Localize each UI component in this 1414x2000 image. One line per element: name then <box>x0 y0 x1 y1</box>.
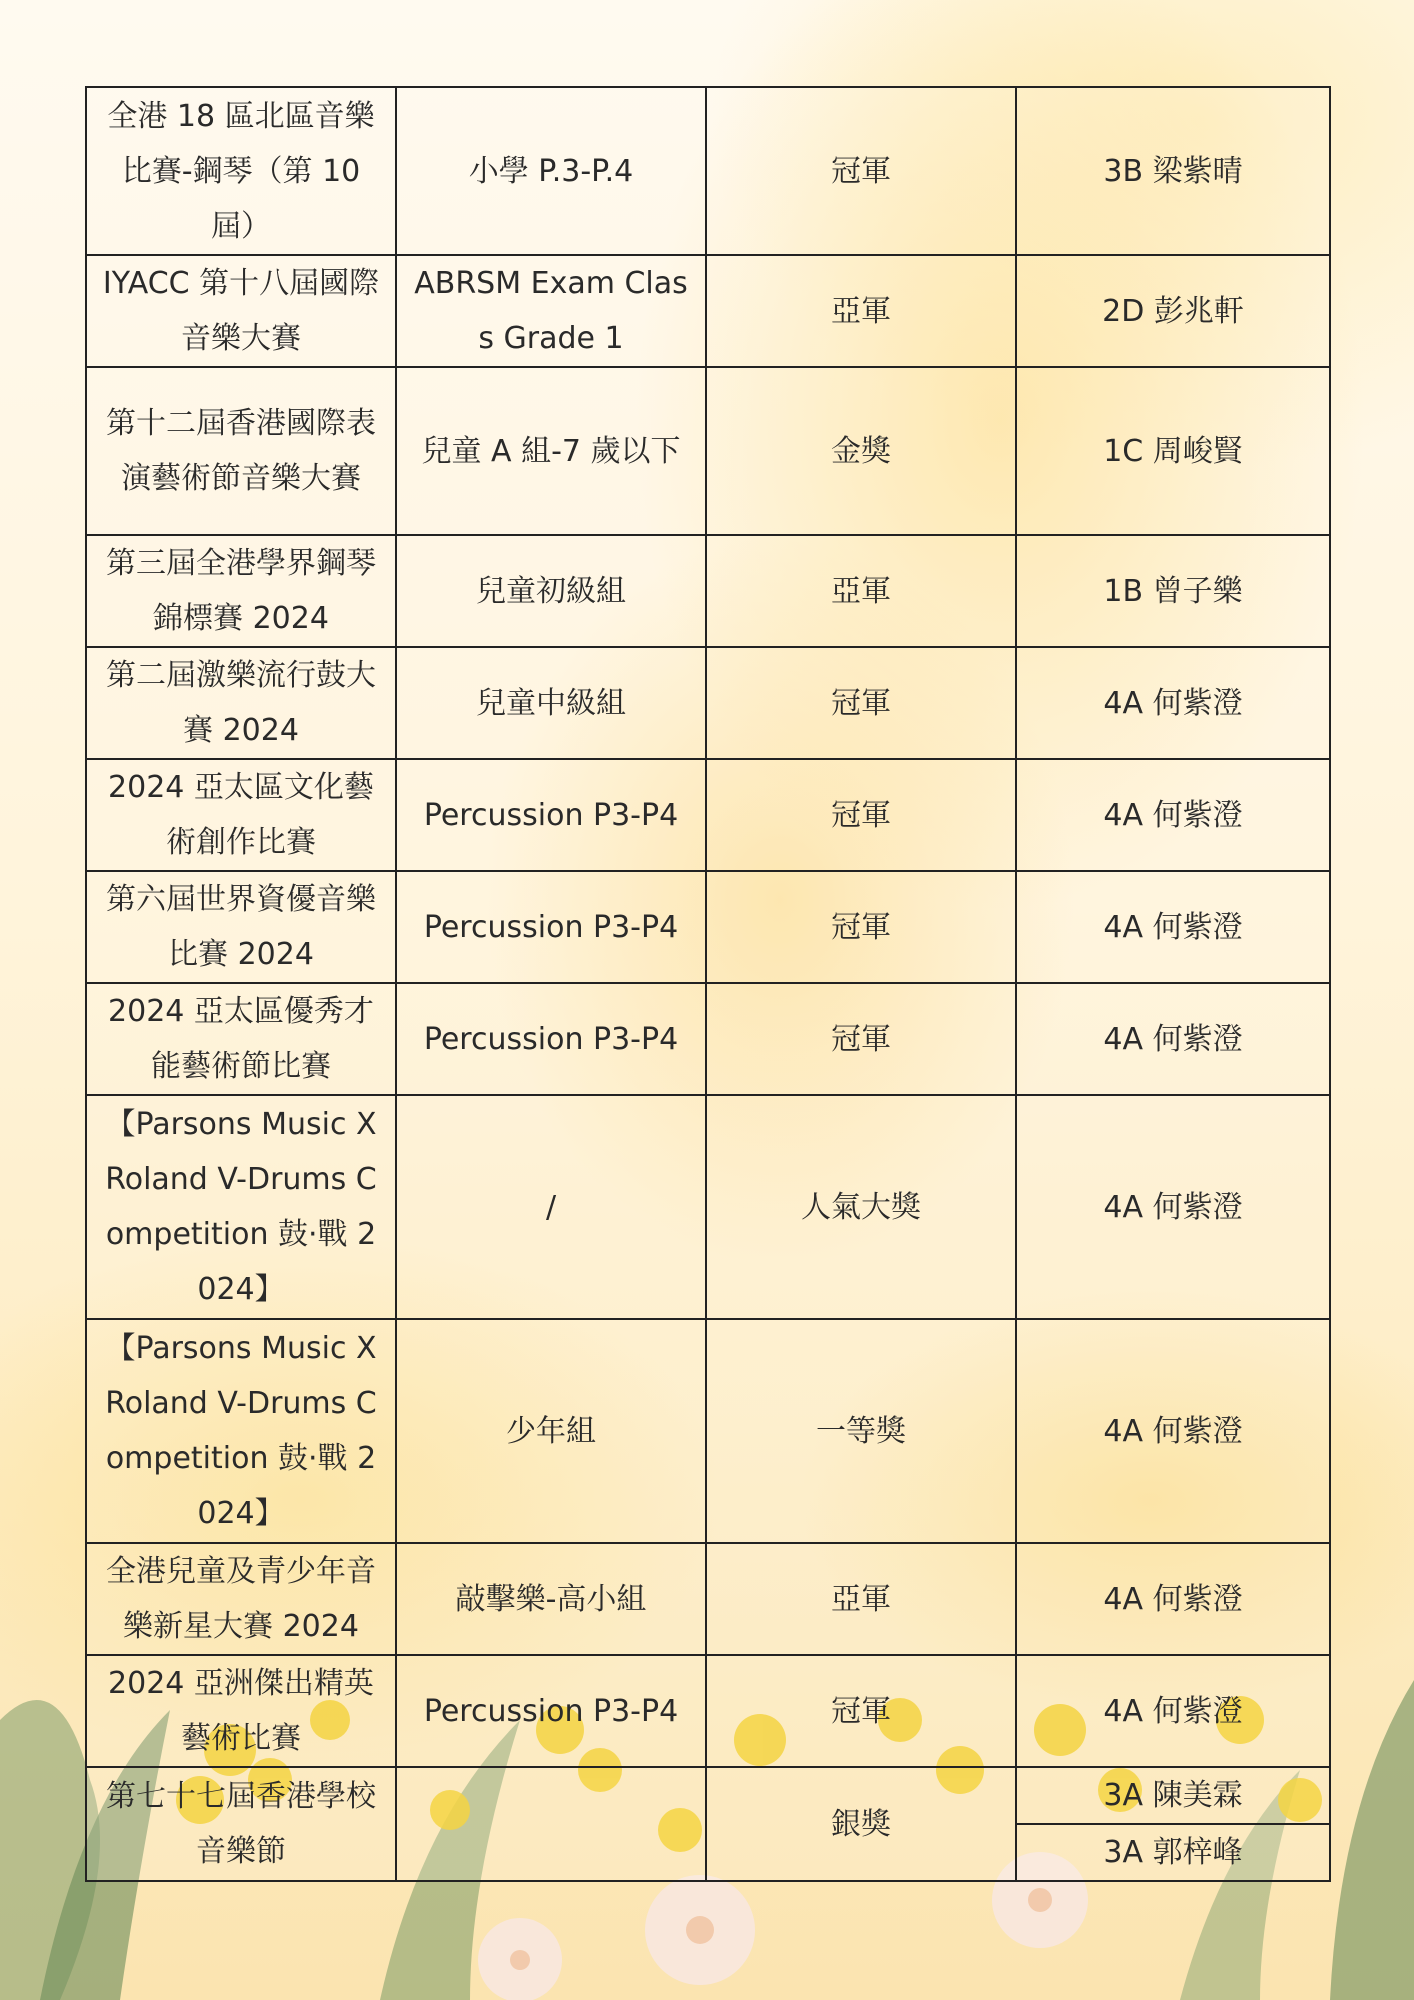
category-cell: 兒童初級組 <box>396 535 706 647</box>
competition-cell: 【Parsons Music X Roland V-Drums Competition 鼓·戰 2024】 <box>86 1095 396 1319</box>
student-cell: 4A 何紫澄 <box>1016 1319 1330 1543</box>
competition-cell: 第六屆世界資優音樂比賽 2024 <box>86 871 396 983</box>
award-cell: 冠軍 <box>706 647 1016 759</box>
table-row <box>86 255 1330 367</box>
category-cell: Percussion P3-P4 <box>396 983 706 1095</box>
table-row <box>86 1543 1330 1655</box>
category-cell: 小學 P.3-P.4 <box>396 87 706 255</box>
competition-cell: 第三屆全港學界鋼琴錦標賽 2024 <box>86 535 396 647</box>
category-cell: Percussion P3-P4 <box>396 1655 706 1767</box>
category-cell: / <box>396 1095 706 1319</box>
table-row <box>86 759 1330 871</box>
award-cell: 冠軍 <box>706 759 1016 871</box>
table-row <box>86 1319 1330 1543</box>
award-cell: 冠軍 <box>706 871 1016 983</box>
table-row <box>86 871 1330 983</box>
category-cell: Percussion P3-P4 <box>396 759 706 871</box>
table-row <box>86 535 1330 647</box>
competition-cell: 全港兒童及青少年音樂新星大賽 2024 <box>86 1543 396 1655</box>
student-cell: 3B 梁紫晴 <box>1016 87 1330 255</box>
student-cell: 4A 何紫澄 <box>1016 983 1330 1095</box>
award-cell: 亞軍 <box>706 535 1016 647</box>
competition-cell: 2024 亞洲傑出精英藝術比賽 <box>86 1655 396 1767</box>
student-cell: 4A 何紫澄 <box>1016 759 1330 871</box>
competition-cell: 第十二屆香港國際表演藝術節音樂大賽 <box>86 367 396 535</box>
competition-cell: 第七十七屆香港學校音樂節 <box>86 1767 396 1881</box>
award-cell: 冠軍 <box>706 983 1016 1095</box>
category-cell: 兒童中級組 <box>396 647 706 759</box>
table-row <box>86 1095 1330 1319</box>
competition-cell: IYACC 第十八屆國際音樂大賽 <box>86 255 396 367</box>
award-cell: 一等獎 <box>706 1319 1016 1543</box>
award-cell: 人氣大獎 <box>706 1095 1016 1319</box>
table-row <box>86 1655 1330 1767</box>
student-cell: 4A 何紫澄 <box>1016 1543 1330 1655</box>
category-cell: ABRSM Exam Class Grade 1 <box>396 255 706 367</box>
student-cell: 4A 何紫澄 <box>1016 1095 1330 1319</box>
student-cell: 3A 陳美霖 <box>1016 1767 1330 1824</box>
competition-cell: 第二屆激樂流行鼓大賽 2024 <box>86 647 396 759</box>
student-cell: 3A 郭梓峰 <box>1016 1824 1330 1881</box>
competition-cell: 2024 亞太區文化藝術創作比賽 <box>86 759 396 871</box>
category-cell: 少年組 <box>396 1319 706 1543</box>
student-cell: 4A 何紫澄 <box>1016 1655 1330 1767</box>
student-cell: 1C 周峻賢 <box>1016 367 1330 535</box>
table-row <box>86 647 1330 759</box>
award-cell: 亞軍 <box>706 255 1016 367</box>
competition-cell: 【Parsons Music X Roland V-Drums Competition 鼓·戰 2024】 <box>86 1319 396 1543</box>
table-row <box>86 367 1330 535</box>
award-cell: 金獎 <box>706 367 1016 535</box>
table-row <box>86 87 1330 255</box>
competition-cell: 全港 18 區北區音樂比賽-鋼琴（第 10 屆） <box>86 87 396 255</box>
table-row <box>86 983 1330 1095</box>
awards-table <box>85 86 1331 1882</box>
category-cell: 敲擊樂-高小組 <box>396 1543 706 1655</box>
award-cell: 冠軍 <box>706 87 1016 255</box>
student-cell: 4A 何紫澄 <box>1016 871 1330 983</box>
award-cell: 冠軍 <box>706 1655 1016 1767</box>
category-cell: 兒童 A 組-7 歲以下 <box>396 367 706 535</box>
category-cell <box>396 1767 706 1881</box>
category-cell: Percussion P3-P4 <box>396 871 706 983</box>
student-cell: 2D 彭兆軒 <box>1016 255 1330 367</box>
award-cell: 銀獎 <box>706 1767 1016 1881</box>
student-cell: 4A 何紫澄 <box>1016 647 1330 759</box>
award-cell: 亞軍 <box>706 1543 1016 1655</box>
table-row <box>86 1767 1330 1824</box>
student-cell: 1B 曾子樂 <box>1016 535 1330 647</box>
competition-cell: 2024 亞太區優秀才能藝術節比賽 <box>86 983 396 1095</box>
